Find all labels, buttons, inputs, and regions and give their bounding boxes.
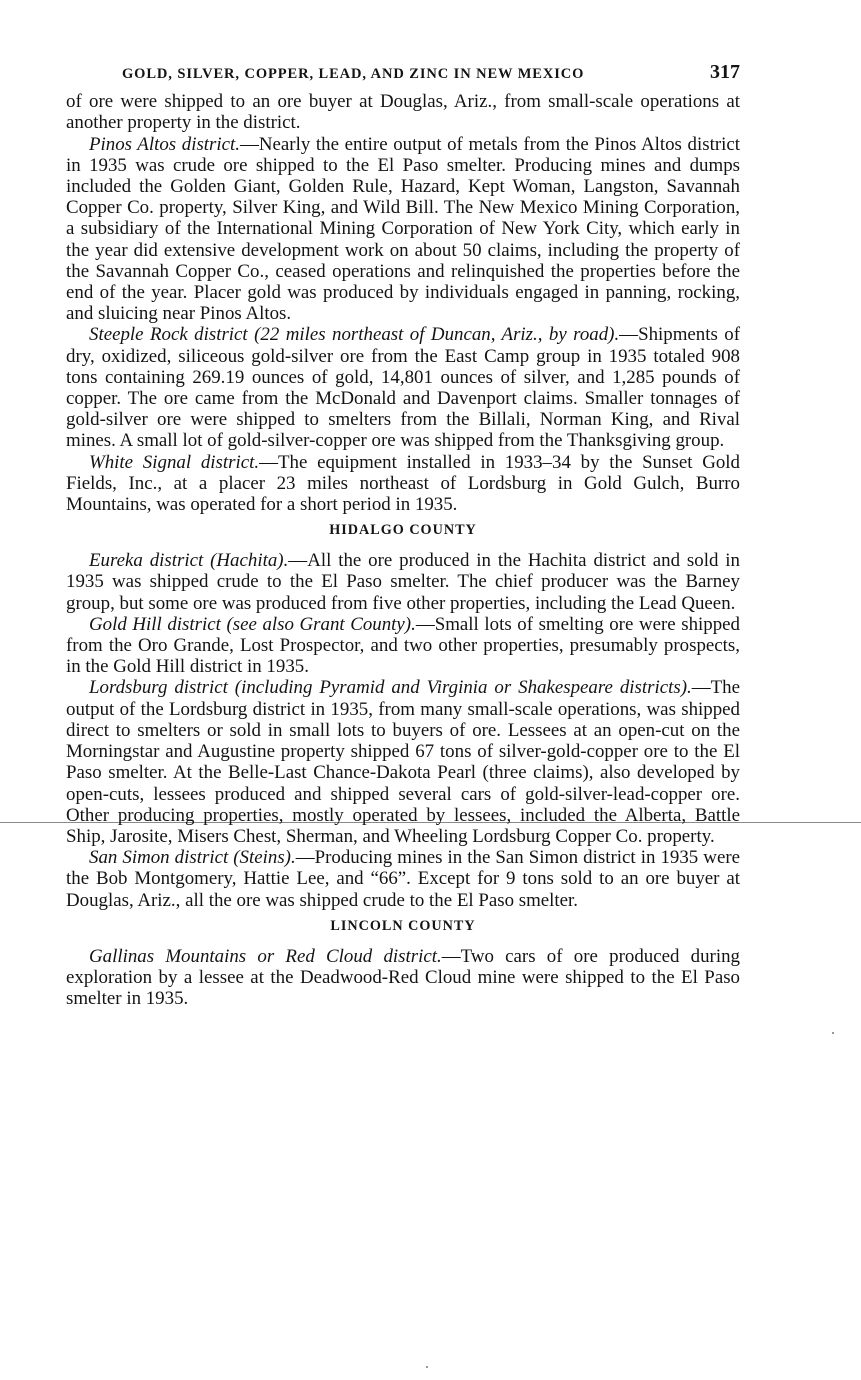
paragraph-text: of ore were shipped to an ore buyer at Douglas, Ariz., from small-scale operations at another property in the district.	[66, 91, 740, 134]
district-name: Gold Hill district (see also Grant County).	[89, 613, 416, 635]
scan-speck	[426, 1366, 428, 1368]
paragraph-text: —All the ore produced in the Hachita district and sold in 1935 was shipped crude to the El Paso smelter. The chief producer was the Barney group, but some ore was produced from five other properties, including the Lead Queen.	[66, 550, 740, 614]
running-head-title: GOLD, SILVER, COPPER, LEAD, AND ZINC IN NEW MEXICO	[122, 66, 585, 82]
paragraph-gallinas	[66, 946, 740, 1010]
paragraph-lordsburg	[66, 677, 740, 847]
county-heading-hidalgo: HIDALGO COUNTY	[329, 522, 477, 539]
paragraph-san-simon	[66, 847, 740, 911]
running-head	[66, 62, 740, 85]
paragraph-eureka	[66, 550, 740, 614]
district-name: White Signal district.	[89, 451, 260, 473]
paragraph-continuation	[66, 91, 740, 133]
paragraph-text: —Shipments of dry, oxidized, siliceous gold-silver ore from the East Camp group in 1935 totaled 908 tons containing 269.19 ounces of gold, 14,801 ounces of silver, and 1,285 pounds of copper. The ore came from the McDonald and Davenport claims. Smaller tonnages of gold-silver ore were shipped to smelters from the Billali, Norman King, and Rival mines. A small lot of gold-silver-copper ore was shipped from the Thanksgiving group.	[66, 324, 740, 452]
paragraph-text: —The output of the Lordsburg district in 1935, from many small-scale operations, was shipped direct to smelters or sold in small lots to buyers of ore. Lessees at an open-cut on the Morningstar and Augustine property shipped 67 tons of silver-gold-copper ore to the El Paso smelter. At the Belle-Last Chance-Dakota Pearl (three claims), also developed by open-cuts, lessees produced and shipped several cars of gold-silver-lead-copper ore. Other producing properties, mostly operated by lessees, included the Alberta, Battle Ship, Jarosite, Misers Chest, Sherman, and Wheeling Lordsburg Copper Co. property.	[66, 677, 740, 847]
district-name: Lordsburg district (including Pyramid and Virginia or Shakespeare districts).	[89, 677, 692, 699]
district-name: Gallinas Mountains or Red Cloud district.	[89, 945, 442, 967]
district-name: Pinos Altos district.	[89, 133, 240, 155]
district-name: Steeple Rock district (22 miles northeast of Duncan, Ariz., by road).	[89, 324, 620, 346]
paragraph-white-signal	[66, 452, 740, 516]
paragraph-text: —Two cars of ore produced during exploration by a lessee at the Deadwood-Red Cloud mine were shipped to the El Paso smelter in 1935.	[66, 945, 740, 1010]
page-number: 317	[710, 61, 740, 83]
book-page	[66, 62, 740, 1009]
paragraph-steeple-rock	[66, 324, 740, 451]
paragraph-pinos-altos	[66, 134, 740, 325]
paragraph-text: —Small lots of smelting ore were shipped from the Oro Grande, Lost Prospector, and two other properties, presumably prospects, in the Gold Hill district in 1935.	[66, 613, 740, 678]
district-name: Eureka district (Hachita).	[89, 550, 289, 572]
paragraph-text: —Producing mines in the San Simon district in 1935 were the Bob Montgomery, Hattie Lee, and “66”. Except for 9 tons sold to an ore buyer at Douglas, Ariz., all the ore was shipped crude to the El Paso smelter.	[66, 847, 741, 911]
paragraph-gold-hill	[66, 614, 740, 678]
district-name: San Simon district (Steins).	[89, 847, 296, 869]
scan-speck	[832, 1032, 834, 1034]
paragraph-text: —Nearly the entire output of metals from the Pinos Altos district in 1935 was crude ore shipped to the El Paso smelter. Producing mines and dumps included the Golden Giant, Golden Rule, Hazard, Kept Woman, Langston, Savannah Copper Co. property, Silver King, and Wild Bill. The New Mexico Mining Corporation, a subsidiary of the International Mining Corporation of New York City, which early in the year did extensive development work on about 50 claims, including the property of the Savannah Copper Co., ceased operations and relinquished the properties before the end of the year. Placer gold was produced by individuals engaged in panning, rocking, and sluicing near Pinos Altos.	[66, 133, 740, 325]
paragraph-text: —The equipment installed in 1933–34 by the Sunset Gold Fields, Inc., at a placer 23 miles northeast of Lordsburg in Gold Gulch, Burro Mountains, was operated for a short period in 1935.	[66, 451, 740, 516]
county-heading-lincoln: LINCOLN COUNTY	[330, 917, 476, 934]
